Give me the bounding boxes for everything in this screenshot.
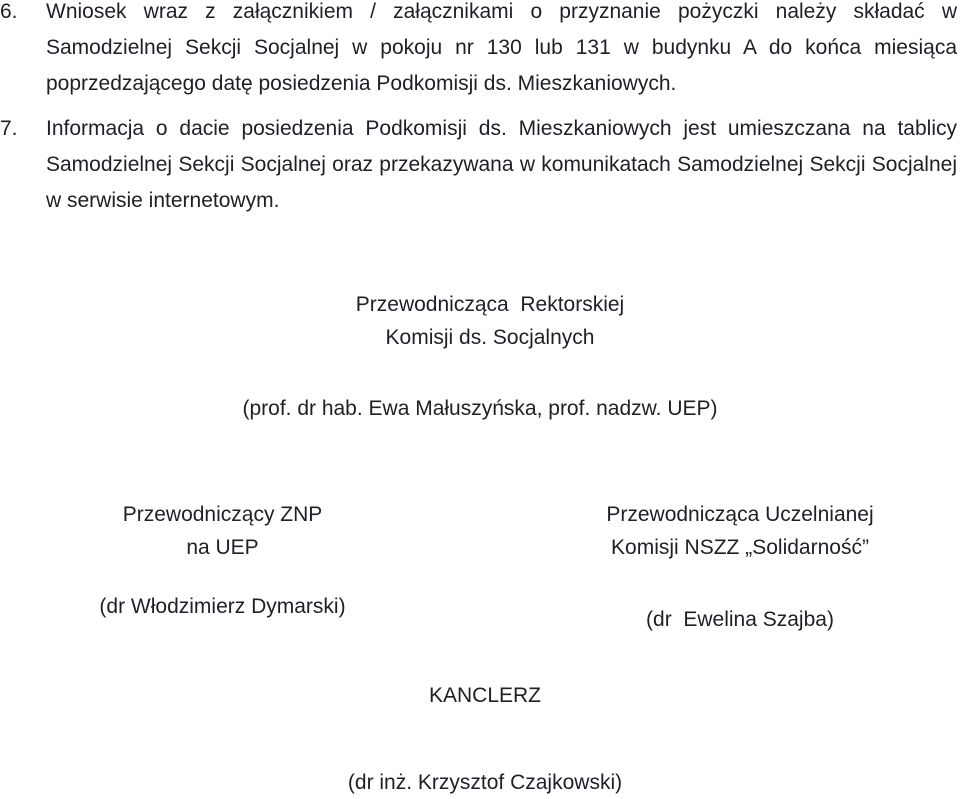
list-item-number: 7. [0, 117, 18, 140]
list-item [0, 111, 960, 219]
nszz-chair-name: (dr Ewelina Szajba) [646, 608, 834, 631]
nszz-chair-title-line1: Przewodnicząca Uczelnianej [606, 503, 874, 526]
chancellor-name: (dr inż. Krzysztof Czajkowski) [347, 771, 623, 794]
committee-chair-title [280, 288, 700, 354]
list-item [0, 0, 960, 102]
list-item-text: Informacja o dacie posiedzenia Podkomisji ds. Mieszkaniowych jest umieszczana na tablicy Samodzielnej Sekcji Socjalnej oraz przekazywana w komunikatach Samodzielnej Sekcji Socjalnej w serwisie internetowym. [46, 117, 957, 212]
znp-chair-title [60, 498, 385, 564]
znp-chair-title-line1: Przewodniczący ZNP [122, 503, 323, 526]
znp-chair-name: (dr Włodzimierz Dymarski) [99, 595, 346, 618]
committee-chair-title-line2: Komisji ds. Socjalnych [385, 326, 595, 349]
list-item-text: Wniosek wraz z załącznikiem / załącznikami o przyznanie pożyczki należy składać w Samodzielnej Sekcji Socjalnej w pokoju nr 130 lub 131 w budynku A do końca miesiąca poprzedzającego datę posiedzenia Podkomisji ds. Mieszkaniowych. [46, 0, 957, 95]
committee-chair-title-line1: Przewodnicząca Rektorskiej [355, 293, 625, 316]
committee-chair-name: (prof. dr hab. Ewa Małuszyńska, prof. nadzw. UEP) [242, 397, 718, 420]
nszz-chair-title-line2: Komisji NSZZ „Solidarność” [611, 536, 869, 559]
list-item-number: 6. [0, 0, 18, 23]
znp-chair-title-line2: na UEP [186, 536, 259, 559]
nszz-chair-title [560, 498, 920, 564]
chancellor-title: KANCLERZ [428, 684, 542, 707]
